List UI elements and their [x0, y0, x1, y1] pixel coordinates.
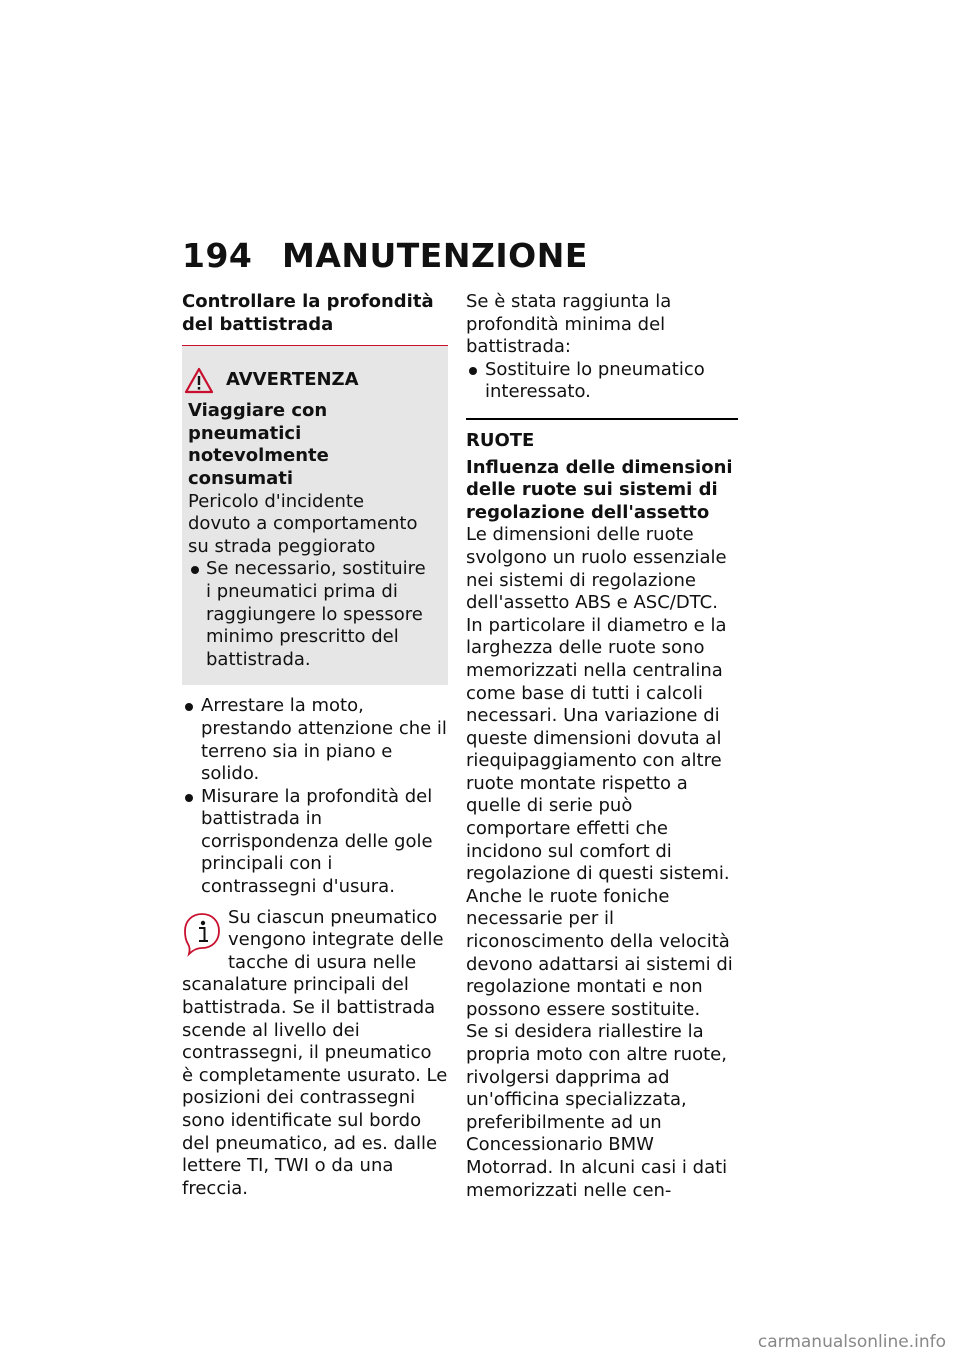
paragraph: Se si desidera riallestire la propria moto con altre ruote, rivolgersi dapprima ad un'officina specializzata, preferibilmente ad un Concessionario BMW Motorrad. In alcuni casi i dati memorizzati nelle cen- — [466, 1021, 728, 1201]
paragraph: Le dimensioni delle ruote svolgono un ruolo essenziale nei sistemi di regolazione dell'assetto ABS e ASC/DTC. In particolare il diametro e la larghezza delle ruote sono memorizzati nella centralina come base di tutti i calcoli necessari. Una variazione di queste dimensioni dovuta al riequipaggiamento con altre ruote montate rispetto a quelle di serie può comportare effetti che incidono sul comfort di regolazione di questi sistemi. — [466, 524, 730, 885]
warning-bullet: Se necessario, sostituire i pneumatici prima di raggiungere lo spessore minimo prescritto del battistrada. — [188, 558, 432, 671]
page-title: MANUTENZIONE — [282, 236, 588, 275]
step-list — [182, 695, 448, 898]
subsection-heading: Influenza delle dimensioni delle ruote sui sistemi di regolazione dell'assetto — [466, 456, 733, 523]
section-heading: Controllare la profondità del battistrada — [182, 291, 434, 335]
list-item: Arrestare la moto, prestando attenzione che il terreno sia in piano e solido. — [182, 695, 448, 785]
warning-bullet-list — [188, 558, 432, 671]
section-title: RUOTE — [466, 429, 535, 451]
warning-header — [184, 360, 432, 400]
right-bullet-list — [466, 359, 738, 404]
right-column — [466, 291, 738, 1202]
left-column — [182, 291, 448, 1200]
info-note — [182, 907, 448, 1201]
warning-text: Pericolo d'incidente dovuto a comportamento su strada peggiorato — [188, 490, 418, 557]
section-divider — [466, 418, 738, 420]
warning-title: AVVERTENZA — [226, 368, 359, 390]
list-item: Misurare la profondità del battistrada in corrispondenza delle gole principali con i contrassegni d'usura. — [182, 786, 448, 899]
info-icon — [182, 911, 222, 957]
info-text: Su ciascun pneumatico vengono integrate delle tacche di usura nelle scanalature principali del battistrada. Se il battistrada scende al livello dei contrassegni, il pneumatico è completamente usurato. Le posizioni dei contrassegni sono identificate sul bordo del pneumatico, ad es. dalle lettere TI, TWI o da una freccia. — [182, 906, 448, 1199]
page-number: 194 — [182, 236, 253, 275]
warning-box — [182, 346, 448, 685]
watermark: carmanualsonline.info — [757, 1332, 946, 1352]
warning-triangle-icon — [184, 367, 214, 394]
paragraph: Anche le ruote foniche necessarie per il riconoscimento della velocità devono adattarsi ai sistemi di regolazione montati e non possono essere sostituite. — [466, 885, 733, 1020]
intro-text: Se è stata raggiunta la profondità minima del battistrada: — [466, 291, 672, 358]
list-item: Sostituire lo pneumatico interessato. — [466, 359, 738, 404]
warning-bold-text: Viaggiare con pneumatici notevolmente consumati — [188, 400, 329, 489]
